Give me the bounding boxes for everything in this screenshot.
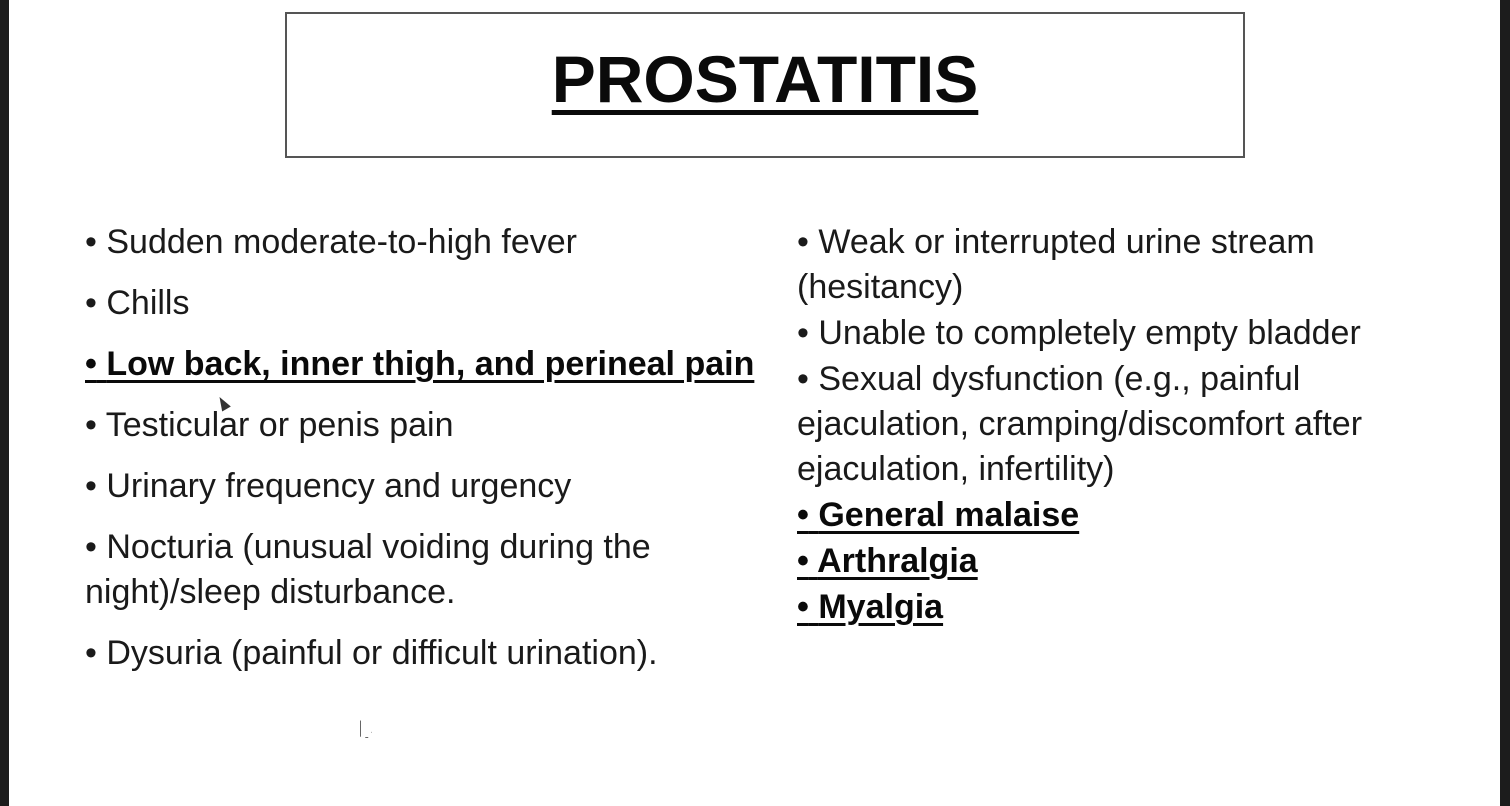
list-item bbox=[85, 281, 765, 326]
item-text: Nocturia (unusual voiding during the night)/sleep disturbance. bbox=[85, 528, 651, 611]
window-edge-right bbox=[1500, 0, 1510, 806]
bullet: • bbox=[85, 406, 97, 444]
bullet: • bbox=[85, 528, 97, 566]
list-item-emphasized bbox=[797, 539, 1457, 584]
item-text: Sexual dysfunction (e.g., painful ejaculation, cramping/discomfort after ejaculation, infertility) bbox=[797, 360, 1363, 488]
item-text: Chills bbox=[106, 284, 190, 322]
item-text: Low back, inner thigh, and perineal pain bbox=[106, 345, 755, 383]
bullet: • bbox=[797, 360, 809, 398]
bullet: • bbox=[797, 496, 809, 534]
list-item-emphasized bbox=[85, 342, 765, 387]
bullet: • bbox=[797, 542, 809, 580]
item-text: Unable to completely empty bladder bbox=[818, 314, 1361, 352]
list-item bbox=[797, 220, 1457, 310]
bullet: • bbox=[85, 467, 97, 505]
item-text: Sudden moderate-to-high fever bbox=[106, 223, 577, 261]
bullet: • bbox=[797, 588, 809, 626]
item-text: Myalgia bbox=[818, 588, 944, 626]
window-edge-left bbox=[0, 0, 9, 806]
bullet: • bbox=[797, 314, 809, 352]
item-text: Weak or interrupted urine stream (hesitancy) bbox=[797, 223, 1315, 306]
list-item bbox=[85, 464, 765, 509]
list-item bbox=[85, 525, 765, 615]
item-text: Arthralgia bbox=[817, 542, 978, 580]
bullet: • bbox=[797, 223, 809, 261]
item-text: Urinary frequency and urgency bbox=[106, 467, 572, 505]
list-item-emphasized bbox=[797, 585, 1457, 630]
right-bullet-list bbox=[797, 220, 1457, 631]
list-item bbox=[797, 311, 1457, 356]
left-bullet-list bbox=[85, 220, 765, 692]
slide-title: PROSTATITIS bbox=[551, 42, 979, 116]
list-item bbox=[85, 631, 765, 676]
bullet: • bbox=[85, 223, 97, 261]
list-item bbox=[85, 220, 765, 265]
bullet: • bbox=[85, 284, 97, 322]
item-text: General malaise bbox=[818, 496, 1080, 534]
list-item bbox=[797, 357, 1457, 492]
list-item bbox=[85, 403, 765, 448]
list-item-emphasized bbox=[797, 493, 1457, 538]
item-text: Dysuria (painful or difficult urination). bbox=[106, 634, 658, 672]
item-text: Testicular or penis pain bbox=[105, 406, 454, 444]
bullet: • bbox=[85, 345, 97, 383]
title-box bbox=[285, 12, 1245, 158]
arrow-cursor-icon bbox=[360, 720, 372, 738]
bullet: • bbox=[85, 634, 97, 672]
